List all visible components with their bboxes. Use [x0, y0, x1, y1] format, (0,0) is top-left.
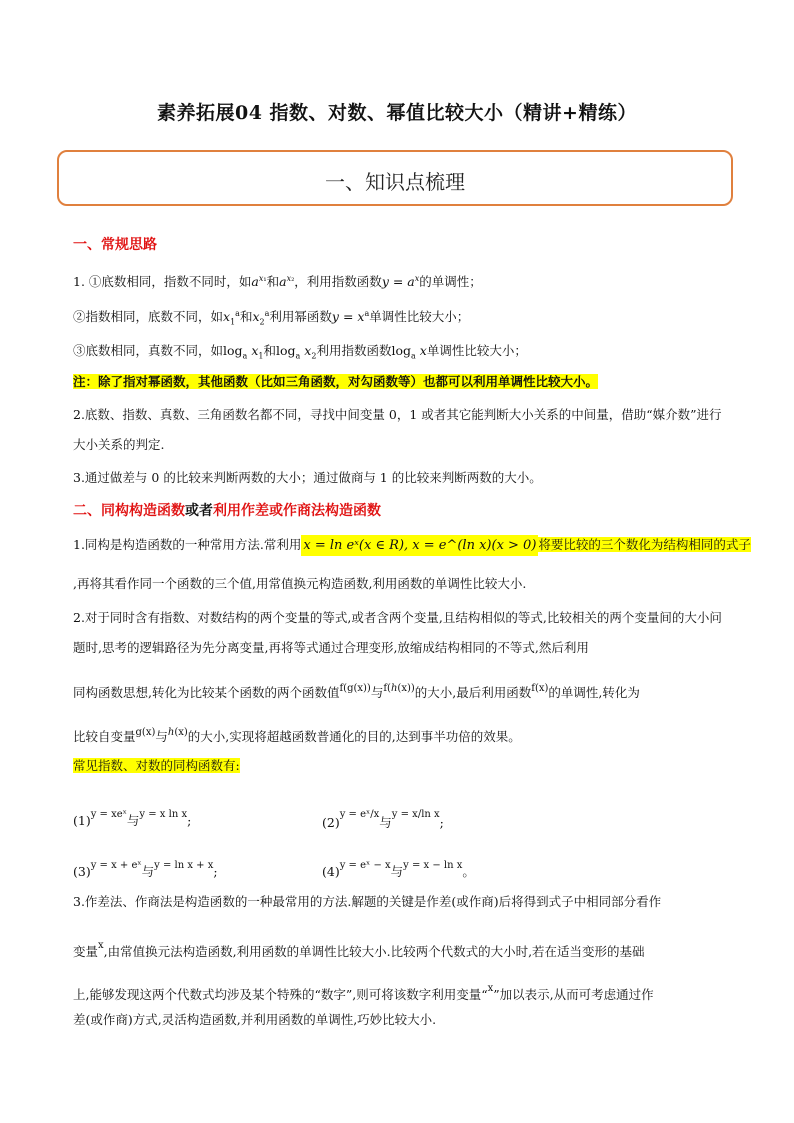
- s2-paragraph-2a: 2.对于同时含有指数、对数结构的两个变量的等式,或者含两个变量,且结构相似的等式,比较相关的两个变量间的大小问题时,思考的逻辑路径为先分离变量,再将等式通过合理变形,放缩成结构相同的不等式,然后利用: [73, 610, 722, 655]
- rule-line-3: ③底数相同，真数不同，如$\log_a x_1$和$\log_a x_2$利用指数函数$\log_a x$单调性比较大小；: [73, 343, 527, 361]
- pair-1: $(1)^{y = xeˣ}$与$^{y = x ln x}$;: [73, 809, 192, 828]
- s2-paragraph-3d: 差(或作商)方式,灵活构造函数,并利用函数的单调性,巧妙比较大小.: [73, 1012, 437, 1027]
- section-heading-1: 一、常规思路: [73, 237, 157, 253]
- pair-2: $(2)^{y = eˣ/x}$与$^{y = x/ln x}$;: [322, 809, 444, 830]
- s2-paragraph-1a: 1.同构是构造函数的一种常用方法.常利用 x = ln eˣ(x ∈ R), x = e^(ln x)(x > 0) 将要比较的三个数化为结构相同的式子: [73, 536, 751, 555]
- section-heading-2: 二、同构构造函数或者利用作差或作商法构造函数: [73, 503, 381, 519]
- pair-3: $(3)^{y = x + eˣ}$与$^{y = ln x + x}$;: [73, 860, 218, 879]
- paragraph-2: 2.底数、指数、真数、三角函数名都不同，寻找中间变量 0，1 或者其它能判断大小关系的中间量，借助“媒介数”进行大小关系的判定.: [73, 407, 722, 452]
- s2-paragraph-1b: ,再将其看作同一个函数的三个值,用常值换元构造函数,利用函数的单调性比较大小.: [73, 576, 527, 591]
- document-title: 素养拓展04 指数、对数、幂值比较大小（精讲+精练）: [157, 102, 637, 124]
- s2-paragraph-3a: 3.作差法、作商法是构造函数的一种最常用的方法.解题的关键是作差(或作商)后将得到式子中相同部分看作: [73, 894, 662, 909]
- s2-paragraph-2b: 同构函数思想,转化为比较某个函数的两个函数值$^{f(g(x))}$与$^{f(h(x))}$的大小,最后利用函数$^{f(x)}$的单调性,转化为: [73, 683, 640, 700]
- formula-identity: x = ln eˣ(x ∈ R), x = e^(ln x)(x > 0): [301, 535, 538, 556]
- common-functions-line: 常见指数、对数的同构函数有:: [73, 758, 240, 773]
- pair-4: $(4)^{y = eˣ - x}$与$^{y = x - ln x}$。: [322, 860, 475, 879]
- section-box: [57, 150, 733, 206]
- note-line: 注：除了指对幂函数，其他函数（比如三角函数，对勾函数等）也都可以利用单调性比较大小。: [73, 374, 599, 389]
- section-box-title: 一、知识点梳理: [325, 170, 465, 194]
- rule-line-1: 1. ①底数相同，指数不同时，如$a^{x_1}$和$a^{x_2}$，利用指数函数$y = a^x$的单调性；: [73, 274, 482, 290]
- rule-line-2: ②指数相同，底数不同，如$x_1^a$和$x_2^a$利用幂函数$y = x^a$单调性比较大小；: [73, 309, 470, 327]
- s2-paragraph-2c: 比较自变量$^{g(x)}$与$^{h(x)}$的大小,实现将超越函数普通化的目的,达到事半功倍的效果。: [73, 727, 521, 744]
- s2-paragraph-3c: 上,能够发现这两个代数式均涉及某个特殊的“数字”,则可将该数字利用变量“$^x$”加以表示,从而可考虑通过作: [73, 983, 654, 1002]
- paragraph-3: 3.通过做差与 0 的比较来判断两数的大小；通过做商与 1 的比较来判断两数的大小。: [73, 470, 542, 485]
- s2-paragraph-3b: 变量$^x$,由常值换元法构造函数,利用函数的单调性比较大小.比较两个代数式的大小时,若在适当变形的基础: [73, 940, 645, 959]
